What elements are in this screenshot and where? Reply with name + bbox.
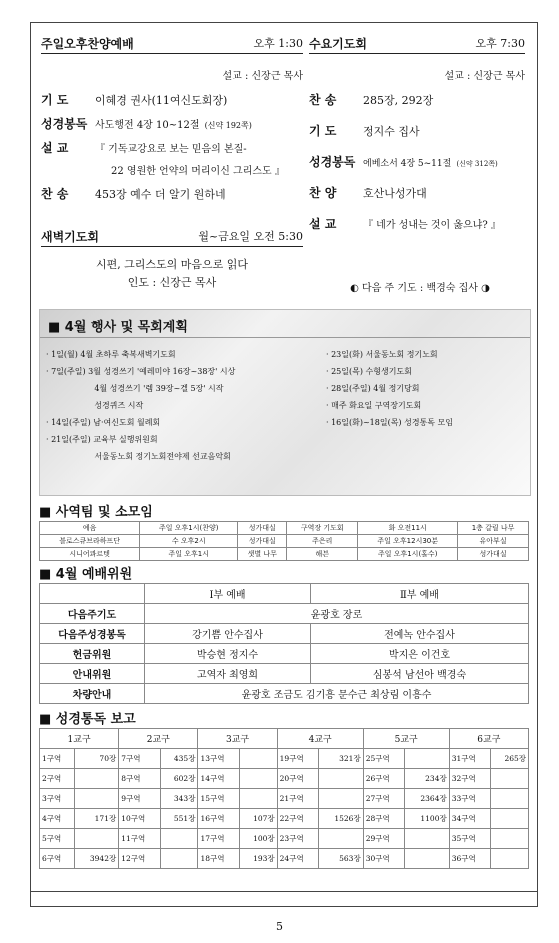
page-number: 5 — [276, 920, 283, 933]
servants-title: ■ 4월 예배위원 — [39, 567, 133, 582]
chapter-count-cell — [405, 829, 450, 849]
sunday-pm-time: 오후 1:30 — [253, 37, 303, 50]
event-item: · 14일(주일) 남·여신도회 월례회 — [46, 418, 161, 427]
chapter-count-cell — [491, 789, 529, 809]
chapter-count-cell — [239, 789, 277, 809]
chapter-count-cell — [319, 769, 364, 789]
district-cell: 27구역 — [363, 789, 404, 809]
table-row — [40, 769, 529, 789]
chapter-count-cell: 435장 — [160, 749, 198, 769]
divider — [40, 337, 530, 338]
table-row — [40, 584, 529, 604]
chapter-count-cell — [239, 769, 277, 789]
dawn-time: 월~금요일 오전 5:30 — [198, 230, 303, 243]
district-cell: 35구역 — [449, 829, 490, 849]
event-item: 서울동노회 정기노회전야제 선교음악회 — [46, 452, 231, 461]
chapter-count-cell: 602장 — [160, 769, 198, 789]
district-cell: 11구역 — [119, 829, 160, 849]
district-cell: 10구역 — [119, 809, 160, 829]
chapter-count-cell: 193장 — [239, 849, 277, 869]
district-cell: 20구역 — [277, 769, 318, 789]
chapter-count-cell — [74, 769, 119, 789]
district-cell: 22구역 — [277, 809, 318, 829]
table-row: 1교구 2교구 3교구 4교구 5교구 6교구 — [40, 729, 529, 749]
district-cell: 36구역 — [449, 849, 490, 869]
event-item: · 28일(주일) 4월 정기당회 — [326, 384, 420, 393]
table-row — [40, 829, 529, 849]
district-cell: 19구역 — [277, 749, 318, 769]
district-cell: 15구역 — [198, 789, 239, 809]
district-cell: 4구역 — [40, 809, 75, 829]
district-cell: 12구역 — [119, 849, 160, 869]
dawn-title: 새벽기도회 — [41, 230, 99, 244]
reading-title: ■ 성경통독 보고 — [39, 712, 136, 727]
district-cell: 3구역 — [40, 789, 75, 809]
wednesday-header — [309, 35, 525, 54]
district-cell: 2구역 — [40, 769, 75, 789]
wednesday-time: 오후 7:30 — [475, 37, 525, 50]
reading-table — [39, 728, 529, 869]
events-left — [46, 346, 235, 465]
chapter-count-cell: 563장 — [319, 849, 364, 869]
chapter-count-cell: 70장 — [74, 749, 119, 769]
chapter-count-cell — [405, 849, 450, 869]
chapter-count-cell — [405, 749, 450, 769]
col-header: Ⅰ부 예배 — [145, 584, 311, 604]
table-row: 헌금위원 박승현 정지수 박지은 이건호 — [40, 644, 529, 664]
district-cell: 23구역 — [277, 829, 318, 849]
district-cell: 24구역 — [277, 849, 318, 869]
event-item: · 1일(월) 4월 초하루 축복새벽기도회 — [46, 350, 176, 359]
district-cell: 1구역 — [40, 749, 75, 769]
event-item: · 23일(화) 서울동노회 정기노회 — [326, 350, 438, 359]
chapter-count-cell — [491, 769, 529, 789]
district-cell: 31구역 — [449, 749, 490, 769]
table-row — [40, 749, 529, 769]
bulletin-page — [30, 22, 538, 907]
sunday-pm-preacher: 설교 : 신장근 목사 — [222, 71, 303, 82]
district-cell: 32구역 — [449, 769, 490, 789]
chapter-count-cell: 1100장 — [405, 809, 450, 829]
chapter-count-cell — [239, 749, 277, 769]
col-header: Ⅱ부 예배 — [310, 584, 528, 604]
district-cell: 26구역 — [363, 769, 404, 789]
event-item: · 16일(화)~18일(목) 성경통독 모임 — [326, 418, 453, 427]
event-item: 4월 성경쓰기 '렘 39장~겔 5장' 시작 — [46, 384, 224, 393]
chapter-count-cell: 100장 — [239, 829, 277, 849]
district-cell: 30구역 — [363, 849, 404, 869]
teams-title: ■ 사역팀 및 소모임 — [39, 505, 153, 520]
next-week-prayer: ◐ 다음 주 기도 : 백경숙 집사 ◑ — [350, 283, 490, 294]
sunday-pm-row: 22 영원한 언약의 머리이신 그리스도 』 — [111, 166, 285, 177]
dawn-line2: 인도 : 신장근 목사 — [127, 276, 217, 289]
chapter-count-cell: 1526장 — [319, 809, 364, 829]
dawn-line1: 시편, 그리스도의 마음으로 읽다 — [95, 258, 249, 271]
chapter-count-cell: 234장 — [405, 769, 450, 789]
table-row — [40, 789, 529, 809]
chapter-count-cell — [160, 849, 198, 869]
teams-table — [39, 521, 529, 561]
wednesday-order — [309, 89, 531, 237]
event-item: 성경퀴즈 시작 — [46, 401, 144, 410]
wednesday-row: 찬 양 호산나성가대 — [309, 186, 427, 200]
sunday-pm-order — [41, 89, 306, 207]
district-cell: 33구역 — [449, 789, 490, 809]
district-cell: 29구역 — [363, 829, 404, 849]
table-row: 안내위원 고역자 최영희 심봉석 남선아 백경숙 — [40, 664, 529, 684]
district-cell: 14구역 — [198, 769, 239, 789]
district-cell: 7구역 — [119, 749, 160, 769]
chapter-count-cell: 3942장 — [74, 849, 119, 869]
chapter-count-cell: 321장 — [319, 749, 364, 769]
wednesday-row: 찬 송 285장, 292장 — [309, 93, 434, 107]
table-row: 시니어콰르텟 주일 오후1시 샛별 나무 해븐 주일 오후1시(홀수) 성가대실 — [40, 548, 529, 561]
dawn-header — [41, 228, 303, 247]
district-cell: 34구역 — [449, 809, 490, 829]
district-cell: 8구역 — [119, 769, 160, 789]
chapter-count-cell — [160, 829, 198, 849]
district-cell: 17구역 — [198, 829, 239, 849]
district-cell: 13구역 — [198, 749, 239, 769]
events-right — [326, 346, 453, 431]
wednesday-title: 수요기도회 — [309, 37, 367, 51]
april-events-title: ■ 4월 행사 및 목회계획 — [48, 320, 188, 335]
district-cell: 18구역 — [198, 849, 239, 869]
sunday-pm-row: 기 도 이혜경 권사(11여신도회장) — [41, 93, 228, 107]
event-item: · 7일(주일) 3월 성경쓰기 '예레미야 16장~38장' 시상 — [46, 367, 236, 376]
servants-table — [39, 583, 529, 704]
chapter-count-cell — [319, 829, 364, 849]
sunday-pm-header — [41, 35, 303, 54]
chapter-count-cell — [74, 789, 119, 809]
sunday-pm-title: 주일오후찬양예배 — [41, 37, 134, 51]
event-item: · 21일(주일) 교육부 실행위원회 — [46, 435, 158, 444]
table-row: 예음 주일 오후1시(찬양) 성가대실 구역장 기도회 화 오전11시 1층 갈릴 나무 — [40, 522, 529, 535]
table-row: 다음주성경봉독 강기쁨 안수집사 전예녹 안수집사 — [40, 624, 529, 644]
chapter-count-cell — [491, 849, 529, 869]
chapter-count-cell: 265장 — [491, 749, 529, 769]
chapter-count-cell — [319, 789, 364, 809]
sunday-pm-row: 설 교 『 기독교강요로 보는 믿음의 본질- — [41, 141, 247, 155]
table-row — [40, 809, 529, 829]
district-cell: 21구역 — [277, 789, 318, 809]
wednesday-preacher: 설교 : 신장근 목사 — [444, 71, 525, 82]
chapter-count-cell: 107장 — [239, 809, 277, 829]
chapter-count-cell — [491, 809, 529, 829]
district-cell: 5구역 — [40, 829, 75, 849]
event-item: · 매주 화요일 구역장기도회 — [326, 401, 422, 410]
chapter-count-cell — [491, 829, 529, 849]
event-item: · 25일(목) 수형생기도회 — [326, 367, 412, 376]
chapter-count-cell: 2364장 — [405, 789, 450, 809]
chapter-count-cell: 551장 — [160, 809, 198, 829]
district-cell: 25구역 — [363, 749, 404, 769]
chapter-count-cell: 171장 — [74, 809, 119, 829]
table-row: 다음주기도 윤광호 장로 — [40, 604, 529, 624]
sunday-pm-row: 성경봉독 사도행전 4장 10~12절 (신약 192쪽) — [41, 117, 252, 131]
table-row: 차량안내 윤광호 조금도 김기흥 문수근 최상림 이흥수 — [40, 684, 529, 704]
district-cell: 6구역 — [40, 849, 75, 869]
wednesday-row: 기 도 정지수 집사 — [309, 124, 420, 138]
sunday-pm-row: 찬 송 453장 예수 더 알기 원하네 — [41, 187, 226, 201]
bottom-rule — [31, 891, 537, 892]
april-events-panel — [39, 309, 531, 496]
district-cell: 9구역 — [119, 789, 160, 809]
table-row: 블로스큐브라하프단 수 오후2시 성가대실 주은리 주일 오후12시30분 유아부실 — [40, 535, 529, 548]
wednesday-row: 성경봉독 에베소서 4장 5~11절 (신약 312쪽) — [309, 155, 498, 169]
chapter-count-cell: 343장 — [160, 789, 198, 809]
wednesday-row: 설 교 『 네가 성내는 것이 옳으냐? 』 — [309, 217, 501, 231]
chapter-count-cell — [74, 829, 119, 849]
district-cell: 16구역 — [198, 809, 239, 829]
district-cell: 28구역 — [363, 809, 404, 829]
table-row — [40, 849, 529, 869]
